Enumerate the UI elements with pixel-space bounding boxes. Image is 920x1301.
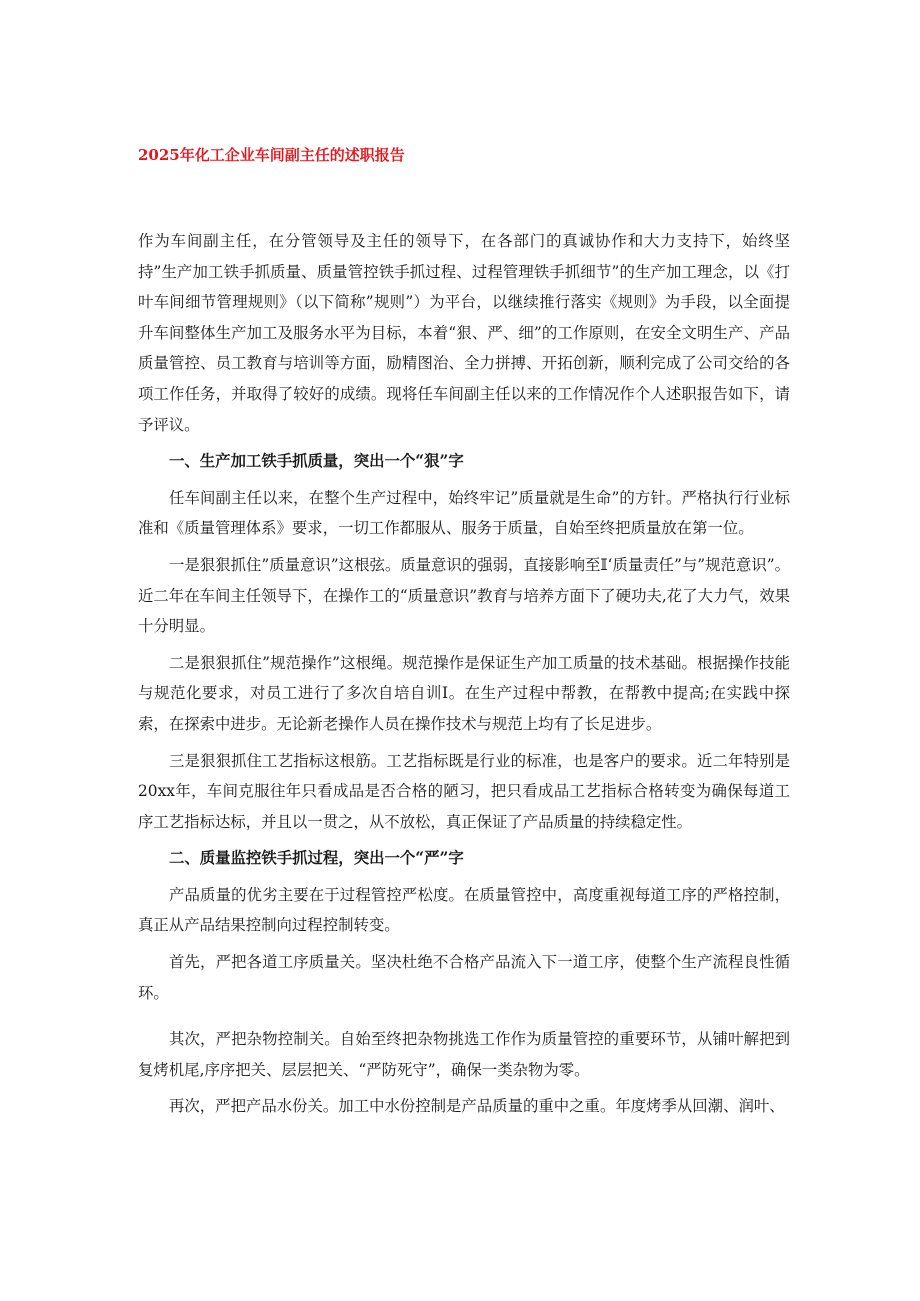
- document-body: [138, 226, 790, 1122]
- paragraph-intro: 作为车间副主任，在分管领导及主任的领导下，在各部门的真诚协作和大力支持下，始终坚持”生产加工铁手抓质量、质量管控铁手抓过程、过程管理铁手抓细节”的生产加工理念，以《打叶车间细节管理规则》（以下简称”规则”）为平台，以继续推行落实《规则》为手段，以全面提升车间整体生产加工及服务水平为目标，本着“狠、严、细”的工作原则，在安全文明生产、产品质量管控、员工教育与培训等方面，励精图治、全力拼搏、开拓创新，顺利完成了公司交给的各项工作任务，并取得了较好的成绩。现将任车间副主任以来的工作情况作个人述职报告如下，请予评议。: [138, 232, 790, 434]
- section-heading-1: 一、生产加工铁手抓质量，突出一个“狠”字: [169, 452, 464, 471]
- paragraph: 产品质量的优劣主要在于过程管控严松度。在质量管控中，高度重视每道工序的严格控制，真正从产品结果控制向过程控制转变。: [138, 885, 790, 935]
- paragraph: 首先，严把各道工序质量关。坚决杜绝不合格产品流入下一道工序，使整个生产流程良性循环。: [138, 953, 790, 1002]
- document-title: 2025年化工企业车间副主任的述职报告: [138, 146, 405, 164]
- paragraph: 二是狠狠抓住”规范操作”这根绳。规范操作是保证生产加工质量的技术基础。根据操作技能与规范化要求，对员工进行了多次自培自训I。在生产过程中帮教，在帮教中提高;在实践中探索，在探索中进步。无论新老操作人员在操作技术与规范上均有了长足进步。: [138, 653, 790, 733]
- paragraph: 再次，严把产品水份关。加工中水份控制是产品质量的重中之重。年度烤季从回潮、润叶、: [169, 1097, 785, 1116]
- section-heading-2: 二、质量监控铁手抓过程，突出一个“严”字: [169, 849, 464, 868]
- paragraph: 其次，严把杂物控制关。自始至终把杂物挑选工作作为质量管控的重要环节，从铺叶解把到复烤机尾,序序把关、层层把关、“严防死守”，确保一类杂物为零。: [138, 1030, 790, 1079]
- paragraph: 一是狠狠抓住”质量意识”这根弦。质量意识的强弱，直接影响至𝕀‘质量责任”与”规范意识”。近二年在车间主任领导下，在操作工的“质量意识”教育与培养方面下了硬功夫,花了大力气，效果十分明显。: [138, 555, 790, 636]
- paragraph: 任车间副主任以来，在整个生产过程中，始终牢记”质量就是生命”的方针。严格执行行业标准和《质量管理体系》要求，一切工作都服从、服务于质量，自始至终把质量放在第一位。: [138, 488, 790, 538]
- paragraph: 三是狠狠抓住工艺指标这根筋。工艺指标既是行业的标准，也是客户的要求。近二年特别是20xx年，车间克服往年只看成品是否合格的陋习，把只看成品工艺指标合格转变为确保每道工序工艺指标达标，并且以一贯之，从不放松，真正保证了产品质量的持续稳定性。: [138, 751, 790, 831]
